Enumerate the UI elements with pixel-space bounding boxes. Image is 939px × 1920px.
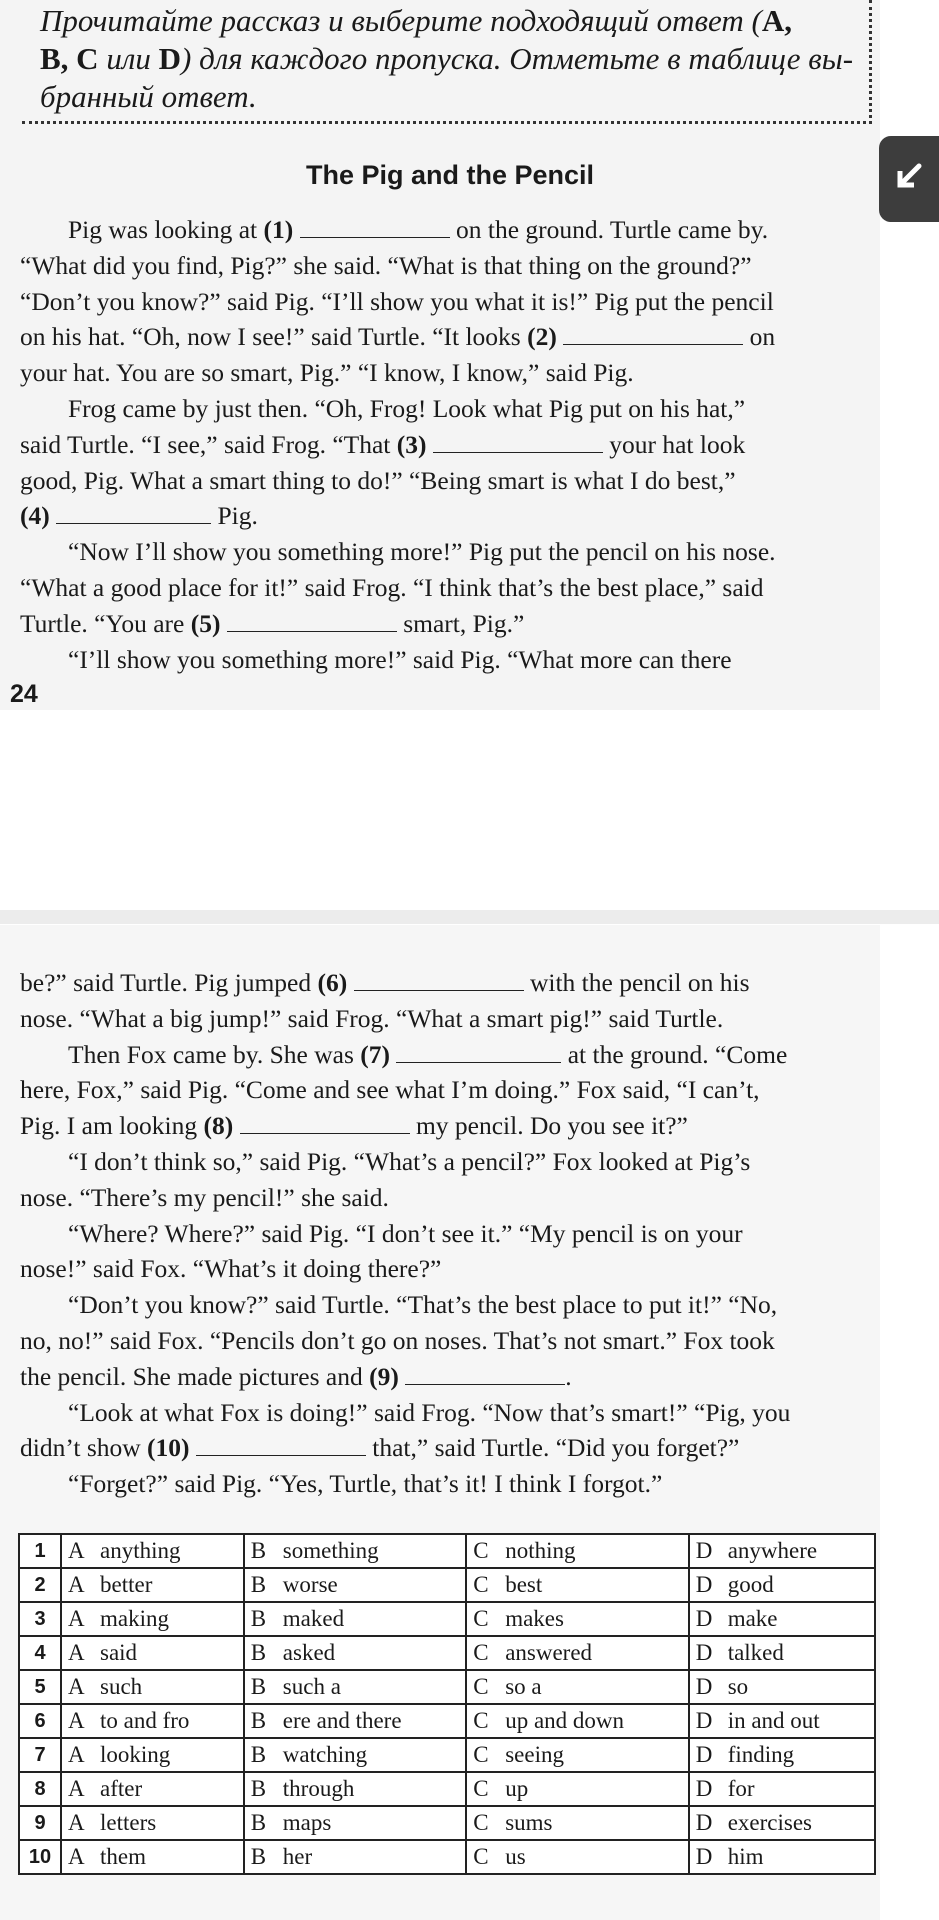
answer-row — [19, 1636, 875, 1670]
blank-5 — [227, 609, 397, 632]
gap-number-3: (3) — [396, 429, 427, 459]
option-letter: B — [250, 1776, 267, 1801]
answer-option[interactable] — [466, 1772, 688, 1806]
option-letter: B — [250, 1810, 267, 1835]
text-line: Then Fox came by. She was (7) at the ground. “Come — [68, 1039, 788, 1069]
gap-number-6: (6) — [317, 968, 348, 997]
option-text: asked — [282, 1640, 336, 1665]
answer-option[interactable] — [61, 1738, 244, 1772]
option-text: something — [282, 1538, 379, 1563]
answer-option[interactable] — [466, 1806, 688, 1840]
blank-2 — [563, 322, 743, 345]
option-letter: C — [473, 1640, 489, 1665]
text-line: no, no!” said Fox. “Pencils don’t go on noses. That’s not smart.” Fox took — [20, 1325, 775, 1355]
option-letter: B — [250, 1538, 267, 1563]
text-line: “Where? Where?” said Pig. “I don’t see it.” “My pencil is on your — [68, 1218, 743, 1248]
question-number: 10 — [19, 1840, 61, 1874]
option-text: anything — [100, 1538, 181, 1563]
answer-option[interactable] — [466, 1840, 688, 1874]
option-text: looking — [100, 1742, 171, 1767]
gap-number-7: (7) — [360, 1039, 390, 1069]
text-line: (4) Pig. — [20, 501, 258, 531]
option-text: better — [100, 1572, 153, 1597]
option-letter: D — [695, 1844, 713, 1869]
text-line: “Don’t you know?” said Turtle. “That’s the best place to put it!” “No, — [68, 1290, 778, 1320]
option-letter: C — [473, 1674, 489, 1699]
text-line: be?” said Turtle. Pig jumped (6) with the pencil on his — [20, 968, 750, 997]
option-letter: B — [250, 1708, 267, 1733]
option-letter: A — [68, 1640, 85, 1665]
option-text: up — [505, 1776, 529, 1801]
page-top — [0, 0, 880, 710]
question-number: 7 — [19, 1738, 61, 1772]
answer-option[interactable] — [466, 1738, 688, 1772]
option-text: so a — [505, 1674, 542, 1699]
answer-table — [18, 1533, 876, 1875]
text-line: “What a good place for it!” said Frog. “I think that’s the best place,” said — [20, 572, 764, 602]
option-letter: B — [250, 1640, 267, 1665]
text-line: Pig. I am looking (8) my pencil. Do you see it?” — [20, 1111, 688, 1141]
story-text-page-1 — [20, 212, 876, 677]
answer-option[interactable] — [466, 1602, 688, 1636]
page-gap — [0, 710, 939, 925]
blank-6 — [354, 968, 524, 991]
story-text-page-2 — [20, 965, 876, 1502]
answer-row — [19, 1806, 875, 1840]
instructions-line-2: ) для каждого пропуска. Отметьте в таблице вы- — [181, 41, 854, 76]
arrow-down-left-icon — [895, 162, 923, 190]
answer-option[interactable] — [244, 1636, 466, 1670]
option-text: sums — [505, 1810, 553, 1835]
answer-option[interactable] — [244, 1738, 466, 1772]
text-line: “Forget?” said Pig. “Yes, Turtle, that’s it! I think I forgot.” — [68, 1469, 663, 1499]
gap-number-1: (1) — [263, 215, 294, 244]
answer-option[interactable] — [689, 1636, 875, 1670]
option-letter: D — [695, 1674, 713, 1699]
answer-option[interactable] — [61, 1568, 244, 1602]
collapse-tab[interactable] — [879, 136, 939, 222]
option-letter: D — [695, 1708, 713, 1733]
answer-option[interactable] — [466, 1704, 688, 1738]
answer-option[interactable] — [244, 1840, 466, 1874]
option-letter: A — [68, 1810, 85, 1835]
option-text: makes — [505, 1606, 564, 1631]
text-line: on his hat. “Oh, now I see!” said Turtle. “It looks (2) on — [20, 322, 776, 352]
answer-option[interactable] — [689, 1602, 875, 1636]
text-line: Turtle. “You are (5) smart, Pig.” — [20, 608, 525, 638]
option-text: through — [282, 1776, 355, 1801]
option-text: maked — [282, 1606, 345, 1631]
question-number: 4 — [19, 1636, 61, 1670]
option-letter: A — [68, 1742, 85, 1767]
option-text: worse — [282, 1572, 338, 1597]
answer-row — [19, 1840, 875, 1874]
gap-number-4: (4) — [20, 501, 50, 531]
question-number: 8 — [19, 1772, 61, 1806]
blank-8 — [240, 1111, 410, 1134]
option-letter: C — [473, 1776, 489, 1801]
option-letter: A — [68, 1708, 85, 1733]
option-letter: D — [695, 1810, 713, 1835]
answer-row — [19, 1670, 875, 1704]
option-text: nothing — [505, 1538, 576, 1563]
instructions-bold-1: A, — [761, 3, 792, 38]
option-text: letters — [100, 1810, 157, 1835]
option-text: anywhere — [727, 1538, 818, 1563]
blank-4 — [56, 501, 211, 524]
text-line: “Don’t you know?” said Pig. “I’ll show you what it is!” Pig put the pencil — [20, 286, 774, 316]
answer-option[interactable] — [61, 1772, 244, 1806]
option-letter: C — [473, 1606, 489, 1631]
text-line: your hat. You are so smart, Pig.” “I know, I know,” said Pig. — [20, 358, 634, 388]
answer-row — [19, 1738, 875, 1772]
answer-option[interactable] — [244, 1602, 466, 1636]
option-letter: A — [68, 1776, 85, 1801]
answer-option[interactable] — [61, 1670, 244, 1704]
answer-row — [19, 1704, 875, 1738]
instructions-line-3: бранный ответ. — [40, 79, 257, 114]
answer-row — [19, 1534, 875, 1568]
option-text: answered — [505, 1640, 593, 1665]
text-line: here, Fox,” said Pig. “Come and see what I’m doing.” Fox said, “I can’t, — [20, 1075, 760, 1105]
question-number: 1 — [19, 1534, 61, 1568]
text-line: nose. “There’s my pencil!” she said. — [20, 1182, 389, 1212]
question-number: 5 — [19, 1670, 61, 1704]
answer-row — [19, 1568, 875, 1602]
page-divider — [0, 910, 939, 924]
text-line: “Now I’ll show you something more!” Pig put the pencil on his nose. — [68, 537, 776, 567]
option-text: maps — [282, 1810, 332, 1835]
option-letter: A — [68, 1674, 85, 1699]
instructions-bold-3: D — [158, 41, 181, 76]
question-number: 6 — [19, 1704, 61, 1738]
text-line: didn’t show (10) that,” said Turtle. “Did you forget?” — [20, 1433, 740, 1463]
option-text: watching — [282, 1742, 368, 1767]
option-text: said — [100, 1640, 138, 1665]
answer-option[interactable] — [466, 1534, 688, 1568]
option-text: such a — [282, 1674, 341, 1699]
question-number: 3 — [19, 1602, 61, 1636]
answer-option[interactable] — [244, 1806, 466, 1840]
option-text: finding — [727, 1742, 795, 1767]
option-text: good — [727, 1572, 774, 1597]
answer-option[interactable] — [689, 1670, 875, 1704]
option-text: making — [100, 1606, 169, 1631]
answer-row — [19, 1772, 875, 1806]
story-title: The Pig and the Pencil — [305, 160, 595, 190]
option-letter: B — [250, 1572, 267, 1597]
option-text: seeing — [505, 1742, 564, 1767]
answer-option[interactable] — [61, 1636, 244, 1670]
text-line: Frog came by just then. “Oh, Frog! Look what Pig put on his hat,” — [68, 393, 746, 423]
option-text: him — [727, 1844, 764, 1869]
answer-option[interactable] — [466, 1670, 688, 1704]
text-line: “I don’t think so,” said Pig. “What’s a pencil?” Fox looked at Pig’s — [68, 1146, 751, 1176]
text-line: said Turtle. “I see,” said Frog. “That (3) your hat look — [20, 429, 746, 459]
answer-option[interactable] — [244, 1772, 466, 1806]
option-text: them — [100, 1844, 146, 1869]
question-number: 9 — [19, 1806, 61, 1840]
option-letter: A — [68, 1538, 85, 1563]
option-letter: C — [473, 1844, 489, 1869]
text-line: nose!” said Fox. “What’s it doing there?” — [20, 1254, 442, 1284]
instructions-mid: или — [98, 41, 159, 76]
answer-option[interactable] — [466, 1636, 688, 1670]
option-text: in and out — [727, 1708, 820, 1733]
answer-option[interactable] — [61, 1704, 244, 1738]
text-line: “What did you find, Pig?” she said. “What is that thing on the ground?” — [20, 250, 752, 280]
instructions — [22, 0, 872, 124]
answer-option[interactable] — [244, 1670, 466, 1704]
answer-option[interactable] — [466, 1568, 688, 1602]
answer-option[interactable] — [689, 1534, 875, 1568]
gap-number-10: (10) — [147, 1433, 190, 1463]
option-text: talked — [727, 1640, 784, 1665]
instructions-line-1: Прочитайте рассказ и выберите подходящий ответ ( — [40, 3, 762, 38]
option-text: for — [727, 1776, 755, 1801]
option-text: up and down — [505, 1708, 625, 1733]
option-letter: D — [695, 1538, 713, 1563]
option-letter: D — [695, 1742, 713, 1767]
answer-option[interactable] — [689, 1840, 875, 1874]
answer-option[interactable] — [61, 1806, 244, 1840]
option-letter: D — [695, 1776, 713, 1801]
option-text: make — [727, 1606, 778, 1631]
instructions-bold-2: B, C — [40, 41, 99, 76]
option-text: us — [505, 1844, 526, 1869]
answer-option[interactable] — [689, 1772, 875, 1806]
option-letter: A — [68, 1572, 85, 1597]
option-letter: B — [250, 1606, 267, 1631]
option-letter: B — [250, 1742, 267, 1767]
gap-number-9: (9) — [369, 1361, 399, 1391]
gap-number-2: (2) — [527, 322, 557, 352]
option-letter: A — [68, 1606, 85, 1631]
option-letter: C — [473, 1810, 489, 1835]
option-letter: C — [473, 1538, 489, 1563]
option-text: exercises — [727, 1810, 812, 1835]
answer-option[interactable] — [244, 1534, 466, 1568]
blank-3 — [433, 430, 603, 453]
answer-option[interactable] — [689, 1568, 875, 1602]
option-text: to and fro — [100, 1708, 190, 1733]
page-number: 24 — [10, 680, 38, 708]
answer-option[interactable] — [61, 1602, 244, 1636]
option-text: so — [727, 1674, 749, 1699]
answer-option[interactable] — [689, 1738, 875, 1772]
answer-option[interactable] — [689, 1704, 875, 1738]
option-letter: A — [68, 1844, 85, 1869]
blank-7 — [396, 1040, 561, 1063]
blank-1 — [300, 215, 450, 238]
option-letter: B — [250, 1844, 267, 1869]
option-text: her — [282, 1844, 313, 1869]
answer-row — [19, 1602, 875, 1636]
answer-option[interactable] — [61, 1534, 244, 1568]
text-line: nose. “What a big jump!” said Frog. “What a smart pig!” said Turtle. — [20, 1003, 724, 1033]
option-letter: C — [473, 1708, 489, 1733]
question-number: 2 — [19, 1568, 61, 1602]
gap-number-5: (5) — [190, 608, 221, 638]
text-line: Pig was looking at (1) on the ground. Turtle came by. — [68, 215, 769, 244]
option-letter: D — [695, 1606, 713, 1631]
option-letter: B — [250, 1674, 267, 1699]
option-letter: C — [473, 1742, 489, 1767]
blank-9 — [405, 1362, 565, 1385]
answer-option[interactable] — [61, 1840, 244, 1874]
text-line: “Look at what Fox is doing!” said Frog. “Now that’s smart!” “Pig, you — [68, 1397, 791, 1427]
option-text: after — [100, 1776, 143, 1801]
text-line: the pencil. She made pictures and (9) . — [20, 1361, 572, 1391]
text-line: “I’ll show you something more!” said Pig. “What more can there — [68, 644, 732, 674]
option-text: such — [100, 1674, 143, 1699]
option-letter: D — [695, 1572, 713, 1597]
option-text: ere and there — [282, 1708, 402, 1733]
answer-option[interactable] — [244, 1568, 466, 1602]
blank-10 — [196, 1433, 366, 1456]
text-line: good, Pig. What a smart thing to do!” “Being smart is what I do best,” — [20, 465, 736, 495]
option-text: best — [505, 1572, 543, 1597]
answer-option[interactable] — [244, 1704, 466, 1738]
option-letter: D — [695, 1640, 713, 1665]
option-letter: C — [473, 1572, 489, 1597]
gap-number-8: (8) — [203, 1111, 234, 1141]
answer-option[interactable] — [689, 1806, 875, 1840]
